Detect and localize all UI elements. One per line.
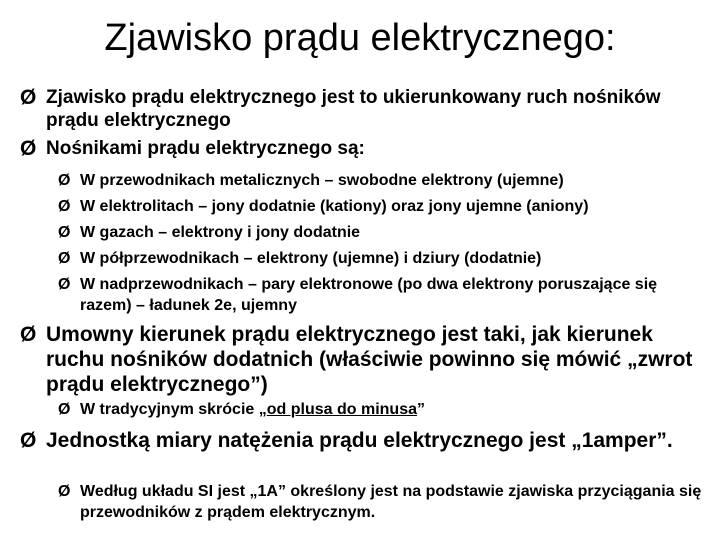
bullet-arrow-icon: Ø [58,276,71,293]
sub-bullet-text: W elektrolitach – jony dodatnie (kationy) oraz jony ujemne (aniony) [80,198,589,215]
sub-bullet-item [58,170,713,191]
underlined-phrase: od plusa do minusa [266,401,417,418]
bullet-arrow-icon: Ø [20,323,37,346]
sub-bullet-text: Według układu SI jest „1A” określony jest na podstawie zjawiska przyciągania się przewodników z prądem elektrycznym. [80,483,702,521]
bullet-item [20,86,710,132]
bullet-arrow-icon: Ø [58,401,71,418]
sub-bullet-item [58,481,713,523]
bullet-item [20,137,710,160]
sub-bullet-item [58,196,713,217]
sub-bullet-text: W półprzewodnikach – elektrony (ujemne) i dziury (dodatnie) [80,250,542,267]
bullet-item [20,322,710,397]
sub-bullet-text: W gazach – elektrony i jony dodatnie [80,224,361,241]
bullet-arrow-icon: Ø [58,198,71,215]
bullet-arrow-icon: Ø [58,224,71,241]
sub-bullet-item [58,222,713,243]
bullet-arrow-icon: Ø [58,483,71,500]
bullet-arrow-icon: Ø [20,429,37,452]
bullet-arrow-icon: Ø [58,250,71,267]
sub-bullet-item [58,399,713,420]
sub-bullet-item [58,248,713,269]
bullet-text: Zjawisko prądu elektrycznego jest to ukierunkowany ruch nośników prądu elektrycznego [46,87,661,131]
sub-bullet-text: W nadprzewodnikach – pary elektronowe (po dwa elektrony poruszające się razem) – ładunek 2e, ujemny [80,276,658,314]
bullet-text: Umowny kierunek prądu elektrycznego jest taki, jak kierunek ruchu nośników dodatnich (właściwie powinno się mówić „zwrot prądu elektrycznego”) [46,323,693,396]
text-after: ” [416,401,425,418]
bullet-text: Jednostką miary natężenia prądu elektrycznego jest „1amper”. [46,429,673,452]
bullet-text: Nośnikami prądu elektrycznego są: [46,138,365,159]
bullet-arrow-icon: Ø [20,86,37,109]
sub-bullet-text: W przewodnikach metalicznych – swobodne elektrony (ujemne) [80,172,564,189]
sub-bullet-item [58,274,713,316]
bullet-arrow-icon: Ø [58,172,71,189]
bullet-item [20,428,710,453]
text-before: W tradycyjnym skrócie „ [80,401,267,418]
slide-title: Zjawisko prądu elektrycznego: [104,17,616,59]
bullet-arrow-icon: Ø [20,137,37,160]
sub-bullet-text [58,399,713,420]
